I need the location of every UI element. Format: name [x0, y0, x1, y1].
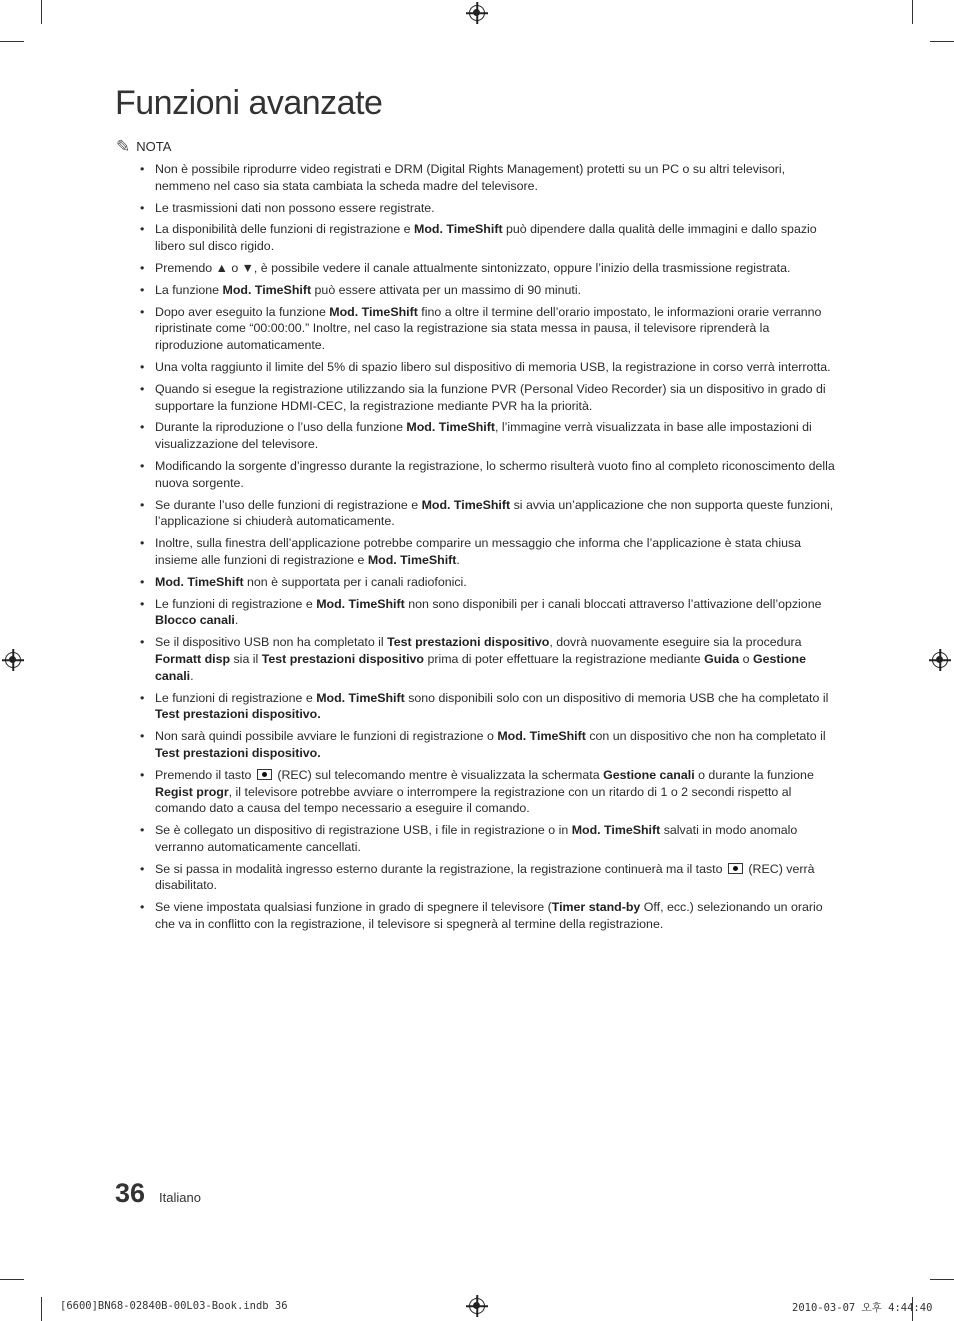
registration-mark-icon — [469, 5, 485, 21]
menu-term: Regist progr — [155, 784, 229, 799]
bullet-icon: • — [140, 420, 145, 435]
pencil-icon: ✎ — [116, 137, 131, 156]
crop-mark — [0, 1279, 24, 1280]
bullet-icon: • — [140, 260, 145, 275]
bullet-icon: • — [140, 162, 145, 176]
menu-term: Mod. TimeShift — [414, 222, 503, 237]
bullet-icon: • — [140, 861, 145, 876]
menu-term: Test prestazioni dispositivo — [261, 651, 424, 666]
list-item: • Se è collegato un dispositivo di registrazione USB, i file in registrazione o in Mod. TimeShift salvati in modo anomalo verranno automaticamente cancellati. — [140, 823, 798, 854]
menu-term: Formatt disp — [155, 651, 231, 666]
bullet-icon: • — [140, 900, 145, 915]
page-number: 36 — [115, 1178, 146, 1208]
list-item: • Dopo aver eseguito la funzione Mod. TimeShift fino a oltre il termine dell’orario impostato, le informazioni orarie verranno ripristinate come “00:00:00.” Inoltre, nel caso la registrazione sia stata messa in pausa, il televisore riprenderà la riproduzione automaticamente. — [140, 304, 822, 353]
bullet-icon: • — [140, 381, 145, 396]
crop-mark — [930, 1279, 954, 1280]
list-item: • Non è possibile riprodurre video registrati e DRM (Digital Rights Management) protetti su un PC o su altri televisori, nemmeno nel caso sia stata cambiata la scheda madre del televisore. — [140, 162, 786, 193]
list-item: • Le funzioni di registrazione e Mod. TimeShift non sono disponibili per i canali bloccati attraverso l’attivazione dell’opzione Blocco canali. — [140, 596, 822, 628]
rec-button-icon — [728, 863, 743, 874]
list-item: • Se il dispositivo USB non ha completato il Test prestazioni dispositivo, dovrà nuovamente eseguire sia la procedura Formatt disp sia il Test prestazioni dispositivo prima di poter effettuare la registrazione mediante Guida o Gestione canali. — [140, 635, 807, 683]
list-item: • Se si passa in modalità ingresso esterno durante la registrazione, la registrazione continuerà ma il tasto (REC) verrà disabilitato. — [140, 861, 815, 893]
bullet-icon: • — [140, 596, 145, 611]
menu-term: Timer stand-by — [551, 900, 641, 915]
bullet-icon: • — [140, 200, 145, 215]
page-title: Funzioni avanzate — [115, 84, 383, 122]
list-item: • La funzione Mod. TimeShift può essere attivata per un massimo di 90 minuti. — [140, 282, 582, 297]
bullet-icon: • — [140, 458, 145, 473]
crop-mark — [930, 41, 954, 42]
list-item: • Premendo il tasto (REC) sul telecomando mentre è visualizzata la schermata Gestione canali o durante la funzione Regist progr, il televisore potrebbe avviare o interrompere la registrazione con un ritardo di 1 o 2 secondi rispetto al comando dato a causa del tempo necessario a eseguire il comando. — [140, 767, 814, 816]
crop-mark — [41, 1297, 42, 1321]
menu-term: Mod. TimeShift — [222, 282, 312, 297]
list-item: • Quando si esegue la registrazione utilizzando sia la funzione PVR (Personal Video Recorder) sia un dispositivo in grado di supportare la funzione HDMI-CEC, la registrazione mediante PVR ha la priorità. — [140, 381, 826, 413]
menu-term: Test prestazioni dispositivo. — [155, 745, 321, 760]
bullet-icon: • — [140, 497, 145, 512]
bullet-icon: • — [140, 282, 145, 297]
print-timestamp: 2010-03-07 오후 4:44:40 — [792, 1302, 933, 1314]
bullet-icon: • — [140, 690, 145, 705]
list-item: • Se viene impostata qualsiasi funzione in grado di spegnere il televisore (Timer stand-by Off, ecc.) selezionando un orario che va in conflitto con la registrazione, il televisore si spegnerà al termine della registrazione. — [140, 900, 823, 932]
page-language: Italiano — [159, 1190, 201, 1205]
list-item: • Premendo ▲ o ▼, è possibile vedere il canale attualmente sintonizzato, oppure l’inizio della trasmissione registrata. — [140, 260, 791, 275]
bullet-icon: • — [140, 635, 145, 650]
menu-term: Mod. TimeShift — [421, 497, 511, 512]
list-item: • La disponibilità delle funzioni di registrazione e Mod. TimeShift può dipendere dalla qualità delle immagini e dallo spazio libero sul disco rigido. — [140, 222, 817, 254]
rec-button-icon — [257, 769, 272, 780]
registration-mark-icon — [932, 652, 948, 668]
note-heading-label: NOTA — [136, 139, 172, 154]
list-item: • Le trasmissioni dati non possono essere registrate. — [140, 200, 435, 215]
bullet-icon: • — [140, 536, 145, 551]
list-item: • Modificando la sorgente d’ingresso durante la registrazione, lo schermo risulterà vuoto fino al completo riconoscimento della nuova sorgente. — [140, 458, 835, 490]
crop-mark — [41, 0, 42, 24]
registration-mark-icon — [469, 1298, 485, 1314]
menu-term: Gestione canali — [603, 767, 695, 782]
list-item: • Una volta raggiunto il limite del 5% di spazio libero sul dispositivo di memoria USB, la registrazione in corso verrà interrotta. — [140, 359, 831, 374]
bullet-icon: • — [140, 359, 145, 374]
list-item: • Non sarà quindi possibile avviare le funzioni di registrazione o Mod. TimeShift con un dispositivo che non ha completato il Test prestazioni dispositivo. — [140, 729, 826, 760]
note-heading — [116, 138, 171, 155]
menu-term: Mod. TimeShift — [571, 823, 661, 838]
menu-term: Guida — [704, 651, 740, 666]
bullet-icon: • — [140, 729, 145, 744]
menu-term: Mod. TimeShift — [316, 596, 405, 611]
bullet-icon: • — [140, 574, 145, 589]
menu-term: Mod. TimeShift — [406, 420, 495, 435]
bullet-icon: • — [140, 222, 145, 237]
registration-mark-icon — [5, 652, 21, 668]
menu-term: Mod. TimeShift — [497, 729, 586, 744]
list-item: • Le funzioni di registrazione e Mod. TimeShift sono disponibili solo con un dispositivo di memoria USB che ha completato il Test prestazioni dispositivo. — [140, 690, 829, 722]
bullet-icon: • — [140, 304, 145, 319]
bullet-icon: • — [140, 823, 145, 838]
list-item: • Inoltre, sulla finestra dell’applicazione potrebbe comparire un messaggio che informa che l’applicazione è stata chiusa insieme alle funzioni di registrazione e Mod. TimeShift. — [140, 536, 802, 567]
note-list — [139, 161, 839, 938]
bullet-icon: • — [140, 767, 145, 782]
menu-term: Blocco canali — [155, 613, 235, 628]
menu-term: Test prestazioni dispositivo — [387, 635, 550, 650]
print-file-info: [6600]BN68-02840B-00L03-Book.indb 36 — [60, 1300, 288, 1312]
menu-term: Mod. TimeShift — [155, 574, 244, 589]
list-item: • Mod. TimeShift non è supportata per i canali radiofonici. — [140, 574, 467, 589]
menu-term: Test prestazioni dispositivo. — [155, 707, 321, 722]
crop-mark — [0, 41, 24, 42]
crop-mark — [912, 0, 913, 24]
menu-term: Mod. TimeShift — [367, 552, 457, 567]
list-item: • Se durante l’uso delle funzioni di registrazione e Mod. TimeShift si avvia un’applicazione che non supporta queste funzioni, l’applicazione si chiuderà automaticamente. — [140, 497, 834, 529]
menu-term: Mod. TimeShift — [329, 304, 418, 319]
list-item: • Durante la riproduzione o l’uso della funzione Mod. TimeShift, l’immagine verrà visualizzata in base alle impostazioni di visualizzazione del televisore. — [140, 420, 812, 452]
menu-term: Gestione canali — [155, 651, 807, 683]
menu-term: Mod. TimeShift — [316, 690, 405, 705]
